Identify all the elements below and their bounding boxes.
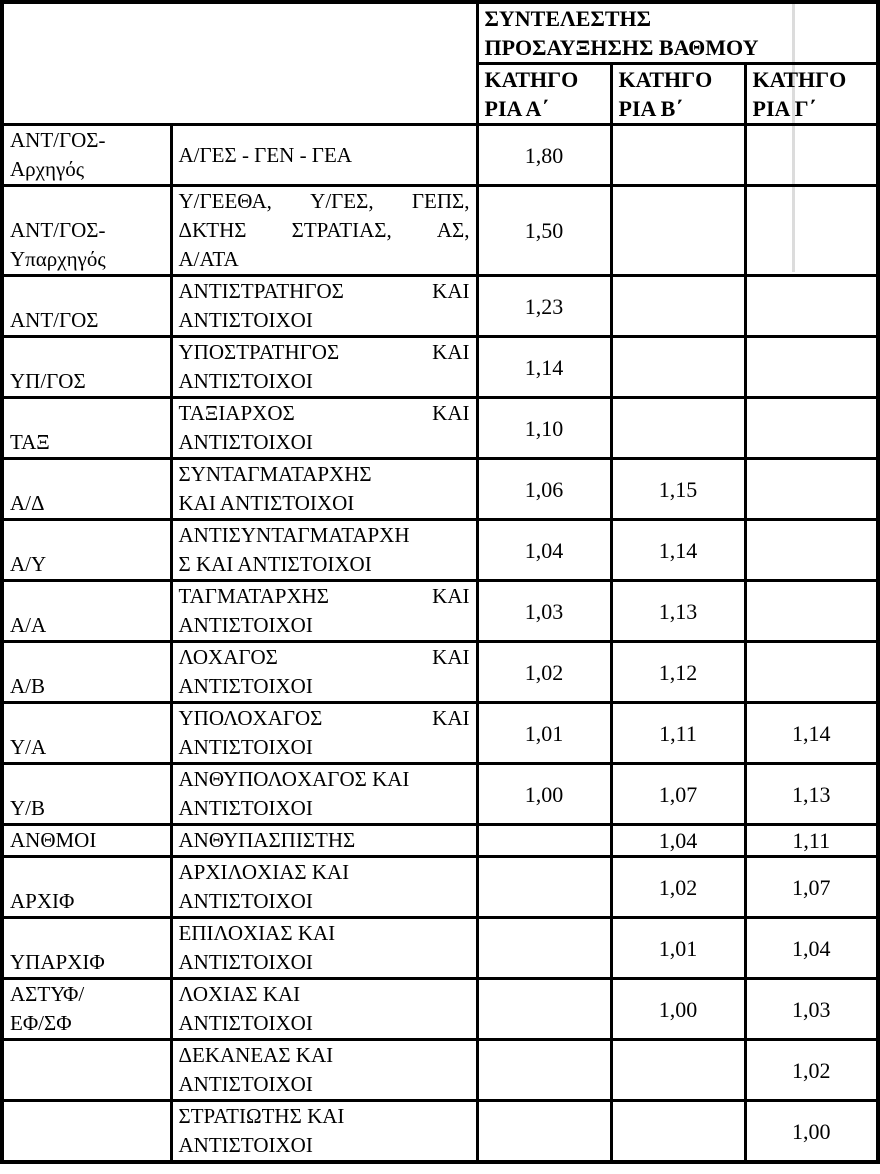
category-a-value-cell	[477, 857, 611, 918]
category-a-value-cell: 1,10	[477, 398, 611, 459]
rank-description-cell	[171, 186, 477, 276]
category-a-value-cell: 1,02	[477, 642, 611, 703]
rank-description-line: Α/ΑΤΑ	[178, 247, 239, 271]
rank-description-word: ΑΝΤΙΣΤΡΑΤΗΓΟΣ	[178, 279, 344, 303]
category-c-value-cell: 1,04	[745, 918, 878, 979]
rank-description-word: ΛΟΧΑΓΟΣ	[178, 645, 278, 669]
table-title-cell	[477, 2, 878, 64]
rank-description-cell	[171, 337, 477, 398]
rank-description-line: ΑΝΘΥΠΑΣΠΙΣΤΗΣ	[178, 828, 356, 852]
rank-description-word: ΥΠΟΛΟΧΑΓΟΣ	[178, 706, 323, 730]
category-b-value-cell: 1,11	[611, 703, 745, 764]
category-c-value-cell	[745, 276, 878, 337]
rank-description-line: ΑΡΧΙΛΟΧΙΑΣ ΚΑΙ	[178, 860, 350, 884]
category-a-value-cell: 1,80	[477, 125, 611, 186]
rank-abbr-cell	[2, 337, 171, 398]
rank-abbr-cell	[2, 642, 171, 703]
rank-description-cell	[171, 1101, 477, 1163]
rank-description-line: ΑΝΤΙΣΤΟΙΧΟΙ	[178, 1011, 313, 1035]
category-a-header-line: ΡΙΑ Α΄	[484, 96, 549, 121]
category-b-value-cell: 1,12	[611, 642, 745, 703]
category-c-value-cell	[745, 642, 878, 703]
rank-abbr-line: ΑΝΤ/ΓΟΣ	[10, 308, 99, 332]
rank-abbr-line: Α/Β	[10, 674, 46, 698]
rank-abbr-line: Α/Α	[10, 613, 47, 637]
rank-description-line: ΑΝΤΙΣΤΟΙΧΟΙ	[178, 430, 313, 454]
rank-description-line: ΑΝΤΙΣΤΟΙΧΟΙ	[178, 1072, 313, 1096]
rank-description-line: ΑΝΤΙΣΥΝΤΑΓΜΑΤΑΡΧΗ	[178, 523, 410, 547]
rank-description-cell	[171, 398, 477, 459]
category-a-value-cell: 1,06	[477, 459, 611, 520]
table-row	[2, 581, 878, 642]
rank-description-word: ΤΑΞΙΑΡΧΟΣ	[178, 401, 295, 425]
rank-description-line: ΑΝΤΙΣΤΟΙΧΟΙ	[178, 308, 313, 332]
table-title-line-2: ΠΡΟΣΑΥΞΗΣΗΣ ΒΑΘΜΟΥ	[484, 35, 759, 60]
category-b-header-line: ΡΙΑ Β΄	[618, 96, 683, 121]
category-c-value-cell	[745, 459, 878, 520]
table-row	[2, 276, 878, 337]
rank-abbr-cell	[2, 459, 171, 520]
category-c-value-cell	[745, 186, 878, 276]
rank-description-line: ΛΟΧΙΑΣ ΚΑΙ	[178, 982, 301, 1006]
rank-abbr-line: ΑΝΤ/ΓΟΣ-	[10, 218, 106, 242]
rank-abbr-line: ΥΠΑΡΧΙΦ	[10, 950, 105, 974]
rank-abbr-line: ΥΠ/ΓΟΣ	[10, 369, 86, 393]
category-c-value-cell: 1,14	[745, 703, 878, 764]
category-c-value-cell: 1,00	[745, 1101, 878, 1163]
category-c-value-cell: 1,03	[745, 979, 878, 1040]
category-b-value-cell: 1,15	[611, 459, 745, 520]
rank-description-word: ΚΑΙ	[432, 340, 470, 364]
rank-abbr-cell	[2, 581, 171, 642]
rank-description-line: ΑΝΤΙΣΤΟΙΧΟΙ	[178, 889, 313, 913]
rank-description-line	[179, 704, 470, 733]
table-row	[2, 979, 878, 1040]
rank-description-line: Α/ΓΕΣ - ΓΕΝ - ΓΕΑ	[178, 142, 352, 167]
rank-abbr-line: Α/Υ	[10, 552, 47, 576]
rank-abbr-cell	[2, 186, 171, 276]
rank-description-cell	[171, 1040, 477, 1101]
table-row	[2, 857, 878, 918]
category-c-value-cell: 1,13	[745, 764, 878, 825]
rank-description-cell	[171, 918, 477, 979]
category-a-value-cell: 1,14	[477, 337, 611, 398]
rank-abbr-cell	[2, 703, 171, 764]
rank-description-word: Υ/ΓΕΣ,	[310, 189, 374, 213]
category-c-value-cell	[745, 581, 878, 642]
rank-abbr-cell	[2, 825, 171, 857]
category-a-value-cell: 1,01	[477, 703, 611, 764]
rank-description-line: ΑΝΤΙΣΤΟΙΧΟΙ	[178, 796, 313, 820]
rank-description-word: ΚΑΙ	[432, 401, 470, 425]
table-row	[2, 642, 878, 703]
category-c-value-cell	[745, 398, 878, 459]
category-a-value-cell: 1,00	[477, 764, 611, 825]
category-b-value-cell	[611, 276, 745, 337]
rank-abbr-line: Υ/Α	[10, 735, 47, 759]
table-row	[2, 520, 878, 581]
category-a-value-cell: 1,23	[477, 276, 611, 337]
category-b-value-cell	[611, 1040, 745, 1101]
category-b-value-cell: 1,13	[611, 581, 745, 642]
table-body	[2, 125, 878, 1163]
category-a-value-cell	[477, 1040, 611, 1101]
rank-description-line: ΑΝΤΙΣΤΟΙΧΟΙ	[178, 613, 313, 637]
category-a-value-cell	[477, 918, 611, 979]
category-b-value-cell	[611, 1101, 745, 1163]
table-title-line-1: ΣΥΝΤΕΛΕΣΤΗΣ	[484, 6, 652, 31]
rank-abbr-cell	[2, 276, 171, 337]
rank-description-word: ΚΑΙ	[432, 584, 470, 608]
rank-abbr-line: Αρχηγός	[10, 157, 85, 181]
category-c-value-cell	[745, 125, 878, 186]
rank-description-line: ΑΝΤΙΣΤΟΙΧΟΙ	[178, 1133, 313, 1157]
rank-description-cell	[171, 642, 477, 703]
rank-description-cell	[171, 125, 477, 186]
rank-abbr-cell	[2, 1101, 171, 1163]
rank-description-line: ΚΑΙ ΑΝΤΙΣΤΟΙΧΟΙ	[178, 491, 355, 515]
category-b-header-cell	[611, 64, 745, 125]
table-row	[2, 398, 878, 459]
rank-description-cell	[171, 276, 477, 337]
rank-abbr-cell	[2, 857, 171, 918]
category-a-header-cell	[477, 64, 611, 125]
rank-abbr-line: ΕΦ/ΣΦ	[10, 1011, 72, 1035]
rank-description-line	[179, 338, 470, 367]
rank-description-word: ΚΑΙ	[432, 706, 470, 730]
category-c-value-cell: 1,02	[745, 1040, 878, 1101]
category-b-value-cell	[611, 398, 745, 459]
rank-description-line	[179, 643, 470, 672]
rank-abbr-cell	[2, 1040, 171, 1101]
rank-abbr-cell	[2, 398, 171, 459]
rank-description-cell	[171, 459, 477, 520]
category-c-value-cell	[745, 520, 878, 581]
rank-description-line: ΔΕΚΑΝΕΑΣ ΚΑΙ	[178, 1043, 334, 1067]
rank-abbr-cell	[2, 979, 171, 1040]
category-a-value-cell	[477, 979, 611, 1040]
category-a-value-cell: 1,04	[477, 520, 611, 581]
table-row	[2, 918, 878, 979]
rank-description-cell	[171, 581, 477, 642]
category-b-value-cell: 1,00	[611, 979, 745, 1040]
rank-description-word: ΥΠΟΣΤΡΑΤΗΓΟΣ	[178, 340, 340, 364]
table-row	[2, 459, 878, 520]
rank-abbr-line: ΑΝΤ/ΓΟΣ-	[10, 128, 106, 152]
category-b-value-cell: 1,04	[611, 825, 745, 857]
category-c-value-cell: 1,07	[745, 857, 878, 918]
table-row	[2, 764, 878, 825]
category-c-value-cell: 1,11	[745, 825, 878, 857]
category-b-value-cell	[611, 125, 745, 186]
table-row	[2, 125, 878, 186]
rank-description-line	[179, 216, 470, 245]
table-row	[2, 186, 878, 276]
table-row	[2, 337, 878, 398]
category-a-value-cell	[477, 1101, 611, 1163]
rank-description-cell	[171, 857, 477, 918]
rank-description-line: ΣΥΝΤΑΓΜΑΤΑΡΧΗΣ	[178, 462, 372, 486]
rank-abbr-line: Υ/Β	[10, 796, 46, 820]
rank-description-word: ΤΑΓΜΑΤΑΡΧΗΣ	[178, 584, 330, 608]
category-b-value-cell: 1,02	[611, 857, 745, 918]
table-row	[2, 1040, 878, 1101]
rank-description-line: ΑΝΘΥΠΟΛΟΧΑΓΟΣ ΚΑΙ	[178, 767, 410, 791]
rank-description-line: ΑΝΤΙΣΤΟΙΧΟΙ	[178, 369, 313, 393]
category-b-value-cell: 1,01	[611, 918, 745, 979]
rank-description-cell	[171, 764, 477, 825]
category-c-header-line: ΡΙΑ Γ΄	[752, 96, 816, 121]
rank-abbr-cell	[2, 125, 171, 186]
rank-description-line: ΑΝΤΙΣΤΟΙΧΟΙ	[178, 950, 313, 974]
rank-abbr-cell	[2, 918, 171, 979]
category-c-value-cell	[745, 337, 878, 398]
category-c-header-line: ΚΑΤΗΓΟ	[752, 67, 847, 92]
rank-abbr-line: ΑΡΧΙΦ	[10, 889, 75, 913]
rank-description-word: ΚΑΙ	[432, 279, 470, 303]
table-title-row	[2, 2, 878, 64]
category-a-value-cell: 1,03	[477, 581, 611, 642]
rank-abbr-cell	[2, 520, 171, 581]
rank-abbr-line: ΤΑΞ	[10, 430, 50, 454]
category-a-value-cell	[477, 825, 611, 857]
rank-abbr-line: ΑΝΘΜΟΙ	[10, 828, 97, 852]
category-a-header-line: ΚΑΤΗΓΟ	[484, 67, 579, 92]
rank-description-line	[179, 187, 470, 216]
rank-description-word: ΚΑΙ	[432, 645, 470, 669]
category-b-value-cell: 1,14	[611, 520, 745, 581]
rank-description-word: Υ/ΓΕΕΘΑ,	[178, 189, 272, 213]
category-b-value-cell	[611, 337, 745, 398]
rank-description-line: ΑΝΤΙΣΤΟΙΧΟΙ	[178, 735, 313, 759]
rank-description-line: ΕΠΙΛΟΧΙΑΣ ΚΑΙ	[178, 921, 336, 945]
rank-description-word: ΔΚΤΗΣ	[178, 218, 247, 242]
rank-description-line: ΑΝΤΙΣΤΟΙΧΟΙ	[178, 674, 313, 698]
category-b-header-line: ΚΑΤΗΓΟ	[618, 67, 713, 92]
rank-description-cell	[171, 979, 477, 1040]
rank-abbr-line: Υπαρχηγός	[10, 247, 106, 271]
rank-description-cell	[171, 703, 477, 764]
rank-description-cell	[171, 825, 477, 857]
table-row	[2, 1101, 878, 1163]
category-b-value-cell: 1,07	[611, 764, 745, 825]
table-row	[2, 825, 878, 857]
table-row	[2, 703, 878, 764]
category-a-value-cell: 1,50	[477, 186, 611, 276]
rank-description-line	[179, 399, 470, 428]
rank-description-line	[179, 582, 470, 611]
rank-description-word: ΑΣ,	[436, 218, 470, 242]
rank-abbr-line: Α/Δ	[10, 491, 45, 515]
rank-abbr-line: ΑΣΤΥΦ/	[10, 982, 85, 1006]
rank-description-word: ΓΕΠΣ,	[411, 189, 470, 213]
category-b-value-cell	[611, 186, 745, 276]
rank-description-word: ΣΤΡΑΤΙΑΣ,	[291, 218, 392, 242]
category-c-header-cell	[745, 64, 878, 125]
rank-description-line	[179, 277, 470, 306]
rank-description-line: Σ ΚΑΙ ΑΝΤΙΣΤΟΙΧΟΙ	[178, 552, 372, 576]
rank-description-line: ΣΤΡΑΤΙΩΤΗΣ ΚΑΙ	[178, 1104, 345, 1128]
rank-abbr-cell	[2, 764, 171, 825]
rank-description-cell	[171, 520, 477, 581]
blank-corner-cell	[2, 2, 477, 125]
